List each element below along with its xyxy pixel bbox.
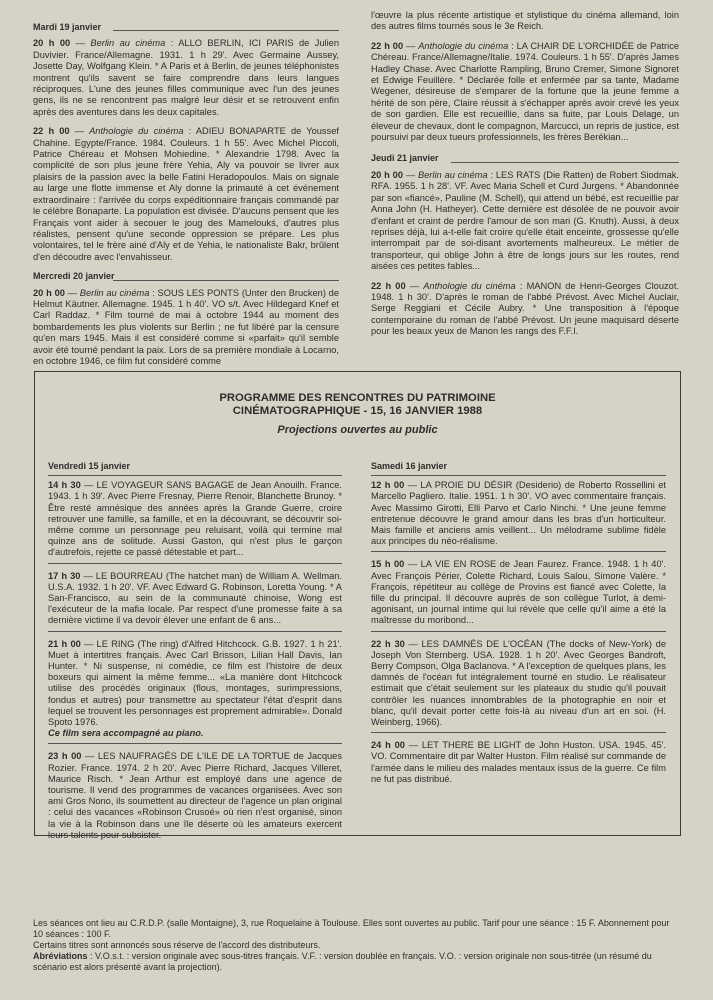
program-text: — LET THERE BE LIGHT de John Huston. USA. 1945. 45'. VO. Commentaire dit par Walter Huston. Film réalisé sur commande de l'armée dans le milieu des malades mentaux issus de la guerre. Ce film ne fut pas distribué. <box>371 740 667 784</box>
listing-time: 22 h 00 <box>33 126 70 137</box>
day-heading: Jeudi 21 janvier <box>371 153 679 166</box>
program-subtitle: Projections ouvertes au public <box>277 424 438 436</box>
program-time: 15 h 00 <box>371 559 405 570</box>
listing-text: : SOUS LES PONTS (Unter den Brucken) de Helmut Käutner. Allemagne. 1945. 1 h 40'. VO s/t. Avec Hildegard Knef et Carl Raddaz. * Film tourné de mai à octobre 1944 au moment des bombardements les plus violents sur Berlin ; ne fut libéré par la censure qu'en mars 1945. Mais il est considéré comme si «parfait» qu'il semble avoir été tourné pendant la paix. Lors de sa première mondiale à Locarno, en octobre 1946, ce film fut considéré comme <box>33 287 340 366</box>
listing-entry: 22 h 00 — Anthologie du cinéma : LA CHAIR DE L'ORCHIDÉE de Patrice Chéreau. France/Allemagne/Italie. 1974. Couleurs. 1 h 55'. D'après James Hadley Chase. Avec Charlotte Rampling, Bruno Cremer, Simone Signoret et Edwige Feuillère. * Déclarée folle et enfermée par sa tante, Madame Wegener, désireuse de s'emparer de la fortune que la jeune femme a hérité de son père, Claire réussit à s'échapper après avoir crevé les yeux de son gardien. Elle est recueillie, dans sa fuite, par Louis Delage, un éleveur de chevaux, dont le compagnon, Marcucci, un repris de justice, est poursuivi par deux tueurs professionnels, les frères Berékian... <box>371 40 680 143</box>
footer-notice: Certains titres sont annoncés sous réserve de l'accord des distributeurs. <box>33 940 321 950</box>
program-entry <box>48 639 342 745</box>
listing-series: Berlin au cinéma <box>417 169 488 180</box>
program-entry <box>371 559 666 631</box>
program-text: — LE RING (The ring) d'Alfred Hitchcock. G.B. 1927. 1 h 21'. Muet à intertitres français. Avec Carl Brisson, Lilian Hall Davis, Ian Hunter. * Ni suspense, ni comédie, ce film est l'histoire de deux boxeurs qui aiment la même femme... «La manière dont Hitchcock utilise des procédés originaux (flous, montages, surimpressions, fondus et autres) pour transmettre au spectateur l'état d'esprit dans lequel se trouvent les personnages est proprement admirable». Donald Spoto 1976. <box>48 638 342 728</box>
listing-entry: 20 h 00 — Berlin au cinéma : ALLO BERLIN, ICI PARIS de Julien Duvivier. France/Allemagne. 1931. 1 h 29'. Avec Germaine Aussey, Josette Day, Wolfgang Klein. * A Paris et à Berlin, de jeunes téléphonistes montrent qu'ils savent se faire comprendre dans leurs langues réciproques. L'une des jeunes filles communique avec l'un des jeunes gens, ils ne se rencontrent pas malgré leur désir et se retrouvent enfin après des aventures dans les deux capitales. <box>33 38 340 117</box>
listing-series: Berlin au cinéma <box>79 287 150 298</box>
listing-series: Berlin au cinéma <box>90 38 166 49</box>
program-entry <box>371 740 666 789</box>
program-entry <box>48 480 342 563</box>
listing-text: : ALLO BERLIN, ICI PARIS de Julien Duvivier. France/Allemagne. 1931. 1 h 29'. Avec Germaine Aussey, Josette Day, Wolfgang Klein. * A Paris et à Berlin, de jeunes téléphonistes montrent qu'ils savent se faire comprendre dans leurs langues réciproques. L'une des jeunes filles communique avec l'un des jeunes gens, ils ne se rencontrent pas malgré leur désir et se retrouvent enfin après des aventures dans les deux capitales. <box>33 38 340 117</box>
footer-venue: Les séances ont lieu au C.R.D.P. (salle Montaigne), 3, rue Roquelaine à Toulouse. Elles sont ouvertes au public. Tarif pour une séance : 15 F. Abonnement pour 10 séances : 100 F. <box>33 918 670 939</box>
program-time: 21 h 00 <box>48 638 81 649</box>
program-text: — LE VOYAGEUR SANS BAGAGE de Jean Anouilh. France. 1943. 1 h 39'. Avec Pierre Fresnay, Pierre Renoir, Blanchette Brunoy. * Être resté amnésique des années après la Grande Guerre, croire retrouver une famille, sa famille, et en la découvrant, se découvrir soi-même comme un personnage peu reluisant, voilà qui termine mal quinze ans de solitude. Aussi Gaston, qui n'est plus le garçon d'autrefois, rejette ce passé détestable et part... <box>48 480 342 558</box>
program-box <box>34 371 681 840</box>
day-heading: Mercredi 20 janvier <box>33 271 339 284</box>
program-text: — LES DAMNÉS DE L'OCÉAN (The docks of New-York) de Joseph Von Sternberg. USA. 1928. 1 h 20'. Avec Georges Bandroft, Berry Compson, Olga Baclanova. * A l'exception de quelques plans, les damnés de l'océan fut intégralement tourné en studio. Le réalisateur estimait que c'était seulement sur les plateaux du studio qu'il pouvait contrôler les nuances innombrables de la photographie en noir et blanc, qu'il devait porter cette fois-là au niveau d'un art en soi. (H. Weinberg, 1966). <box>371 638 666 728</box>
program-left-column <box>48 461 342 852</box>
program-entry <box>48 571 342 632</box>
listing-entry: 20 h 00 — Berlin au cinéma : LES RATS (Die Ratten) de Robert Siodmak. RFA. 1955. 1 h 28'. VF. Avec Maria Schell et Curd Jurgens. * Abandonnée par son «fiancé», Pauline (M. Schell), qui attend un bébé, est recueillie par Anna John (H. Hatheyer). Cette dernière est désolée de ne pouvoir avoir d'enfant et craint de perdre l'amour de son mari (G. Knuth). Aussi, à deux reprises déjà, lui a-t-elle fait croire qu'elle était enceinte, grossesse qu'elle interrompait par de soi-disant avortements malheureux. Le métier de transporteur, qui oblige John à être de longs jours sur les routes, rend aisées ces petites fables... <box>371 169 679 272</box>
listing-text: : LES RATS (Die Ratten) de Robert Siodmak. RFA. 1955. 1 h 28'. VF. Avec Maria Schell et Curd Jurgens. * Abandonnée par son «fiancé», Pauline (M. Schell), qui attend un bébé, est recueillie par Anna John (H. Hatheyer). Cette dernière est désolée de ne pouvoir avoir d'enfant et craint de perdre l'amour de son mari (G. Knuth). Aussi, à deux reprises déjà, lui a-t-elle fait croire qu'elle était enceinte, grossesse qu'elle interrompait par de soi-disant avortements malheureux. Le métier de transporteur, qui oblige John à être de longs jours sur les routes, rend aisées ces petites fables... <box>371 169 679 272</box>
program-entry <box>48 751 342 845</box>
program-note: Ce film sera accompagné au piano. <box>48 728 204 739</box>
listing-time: 22 h 00 <box>371 280 406 291</box>
listing-series: Anthologie du cinéma <box>418 40 509 51</box>
listing-time: 20 h 00 <box>33 38 71 49</box>
listing-time: 20 h 00 <box>371 169 403 180</box>
day-heading: Samedi 16 janvier <box>371 461 666 476</box>
top-right-column <box>371 10 679 346</box>
program-time: 22 h 30 <box>371 638 405 649</box>
program-time: 14 h 30 <box>48 480 81 491</box>
program-text: — LA VIE EN ROSE de Jean Faurez. France. 1948. 1 h 40'. Avec François Périer, Colette Richard, Louis Salou, Simone Valère. * François, répétiteur au collège de Provins est fiancé avec Colette, la fille du principal. Il découvre auprès de son collègue Turlot, à demi-agonisant, un journal intime qui lui révèle que celle qu'il aime a été la maîtresse du moribond... <box>371 559 667 626</box>
listing-time: 20 h 00 <box>33 287 65 298</box>
listing-text: : MANON de Henri-Georges Clouzot. 1948. 1 h 30'. D'après le roman de l'abbé Prévost. Avec Michel Auclair, Serge Reggiani et Cécile Aubry. * Une transposition à l'époque contemporaine du roman de l'abbé Prévost. Un jeune maquisard déserte pour les beaux yeux de Manon les rangs des F.F.I. <box>371 280 679 337</box>
program-time: 24 h 00 <box>371 740 405 751</box>
program-entry <box>371 639 666 734</box>
program-text: — LA PROIE DU DÉSIR (Desiderio) de Roberto Rossellini et Marcello Pagliero. Italie. 1951. 1 h 30'. VO avec commentaire français. Avec Massimo Girotti, Elli Parvo et Carlo Ninchi. * Une jeune femme entretenue découvre le grand amour dans les bras d'un horticulteur. Mais famille et anciens amis veillent... Un mélodrame sublime fidèle aux principes du néo-réalisme. <box>371 480 666 547</box>
listing-text: : LA CHAIR DE L'ORCHIDÉE de Patrice Chéreau. France/Allemagne/Italie. 1974. Couleurs. 1 h 55'. D'après James Hadley Chase. Avec Charlotte Rampling, Bruno Cremer, Simone Signoret et Edwige Feuillère. * Déclarée folle et enfermée par sa tante, Madame Wegener, désireuse de s'emparer de la fortune que la jeune femme a hérité de son père, Claire réussit à s'échapper après avoir crevé les yeux de son gardien. Elle est recueillie, dans sa fuite, par Louis Delage, un éleveur de chevaux, dont le compagnon, Marcucci, un repris de justice, est poursuivi par deux tueurs professionnels, les frères Berékian... <box>371 40 680 143</box>
top-left-column <box>33 22 339 375</box>
listing-text: : ADIEU BONAPARTE de Youssef Chahine. Egypte/France. 1984. Couleurs. 1 h 55'. Avec Michel Piccoli, Patrice Chéreau et Mohsen Mohiedine. * Alexandrie 1798. Avec la complicité de son plus jeune frère Yehia, Aly va pouvoir se livrer aux plaisirs de la passion avec la belle Fatini Heradopoulos. Mais on signale au large une flotte immense et Aly donne la primauté à cet événement extraordinaire : l'arrivée du corps expéditionnaire français commandé par le célèbre Bonaparte. La population est divisée. D'aucuns pensent que les Français vont aider à secouer le joug des Mameloukś, d'autres plus réalistes, pensent qu'une seconde oppression se prépare. Les plus volontaires, tel le frère ainé d'Aly et de Yehia, le nationaliste Bakr, brûlent d'en découdre avec l'envahisseur. <box>33 126 339 262</box>
footer <box>33 918 679 973</box>
program-text: — LES NAUFRAGÉS DE L'ILE DE LA TORTUE de Jacques Rozier. France. 1974. 2 h 20'. Avec Pierre Richard, Jacques Villeret, Maurice Risch. * Jean Arthur est employé dans une agence de tourisme. Il vend des programmes de vacances organisées. Avec son ami Gros Nono, ils soumettent au directeur de l'agence un plan original : celui des vacances «Robinson Crusoé» où rien n'est organisé, sinon la vie à la Robinson dans une île déserte où les amateurs exercent leurs talents pour subsister. <box>48 751 342 840</box>
listing-series: Anthologie du cinéma <box>423 280 516 291</box>
program-right-column <box>371 461 666 796</box>
continued-text: l'œuvre la plus récente artistique et stylistique du cinéma allemand, loin des autres films tournés sous le 3e Reich. <box>371 10 679 32</box>
program-title-line2: CINÉMATOGRAPHIQUE - 15, 16 JANVIER 1988 <box>232 405 483 417</box>
footer-abbreviations <box>33 951 679 973</box>
program-title <box>35 392 680 418</box>
listing-time: 22 h 00 <box>371 40 404 51</box>
day-heading: Mardi 19 janvier <box>33 22 339 35</box>
abbr-text: : V.O.s.t. : version originale avec sous-titres français. V.F. : version doublée en français. V.O. : version originale non sous-titrée (un résumé du scénario est alors présenté avant la projection). <box>33 951 652 972</box>
abbr-label: Abréviations <box>33 951 88 961</box>
listing-entry: 20 h 00 — Berlin au cinéma : SOUS LES PONTS (Unter den Brucken) de Helmut Käutner. Allemagne. 1945. 1 h 40'. VO s/t. Avec Hildegard Knef et Carl Raddaz. * Film tourné de mai à octobre 1944 au moment des bombardements les plus violents sur Berlin ; ne fut libéré par la censure qu'en mars 1945. Mais il est considéré comme si «parfait» qu'il semble avoir été tourné pendant la paix. Lors de sa première mondiale à Locarno, en octobre 1946, ce film fut considéré comme <box>33 287 340 366</box>
program-title-line1: PROGRAMME DES RENCONTRES DU PATRIMOINE <box>219 392 496 404</box>
day-heading: Vendredi 15 janvier <box>48 461 342 476</box>
program-text: — LE BOURREAU (The hatchet man) de William A. Wellman. U.S.A. 1932. 1 h 20'. VF. Avec Edward G. Robinson, Loretta Young. * A San-Francisco, au sein de la communauté chinoise, Wong est l'exécuteur de la mafia locale. Par respect d'une promesse faite à sa dernière victime il va devoir élever une enfant de 6 ans... <box>48 570 342 626</box>
listing-entry: 22 h 00 — Anthologie du cinéma : MANON de Henri-Georges Clouzot. 1948. 1 h 30'. D'après le roman de l'abbé Prévost. Avec Michel Auclair, Serge Reggiani et Cécile Aubry. * Une transposition à l'époque contemporaine du roman de l'abbé Prévost. Un jeune maquisard déserte pour les beaux yeux de Manon les rangs des F.F.I. <box>371 280 679 337</box>
program-time: 17 h 30 <box>48 570 81 581</box>
listing-series: Anthologie du cinéma <box>89 126 184 137</box>
program-time: 12 h 00 <box>371 480 405 491</box>
listing-entry: 22 h 00 — Anthologie du cinéma : ADIEU BONAPARTE de Youssef Chahine. Egypte/France. 1984. Couleurs. 1 h 55'. Avec Michel Piccoli, Patrice Chéreau et Mohsen Mohiedine. * Alexandrie 1798. Avec la complicité de son plus jeune frère Yehia, Aly va pouvoir se livrer aux plaisirs de la passion avec la belle Fatini Heradopoulos. Mais on signale au large une flotte immense et Aly donne la primauté à cet événement extraordinaire : l'arrivée du corps expéditionnaire français commandé par le célèbre Bonaparte. La population est divisée. D'aucuns pensent que les Français vont aider à secouer le joug des Mameloukś, d'autres plus réalistes, pensent qu'une seconde oppression se prépare. Les plus volontaires, tel le frère ainé d'Aly et de Yehia, le nationaliste Bakr, brûlent d'en découdre avec l'envahisseur. <box>33 126 339 262</box>
program-entry <box>371 480 666 552</box>
program-time: 23 h 00 <box>48 751 82 762</box>
